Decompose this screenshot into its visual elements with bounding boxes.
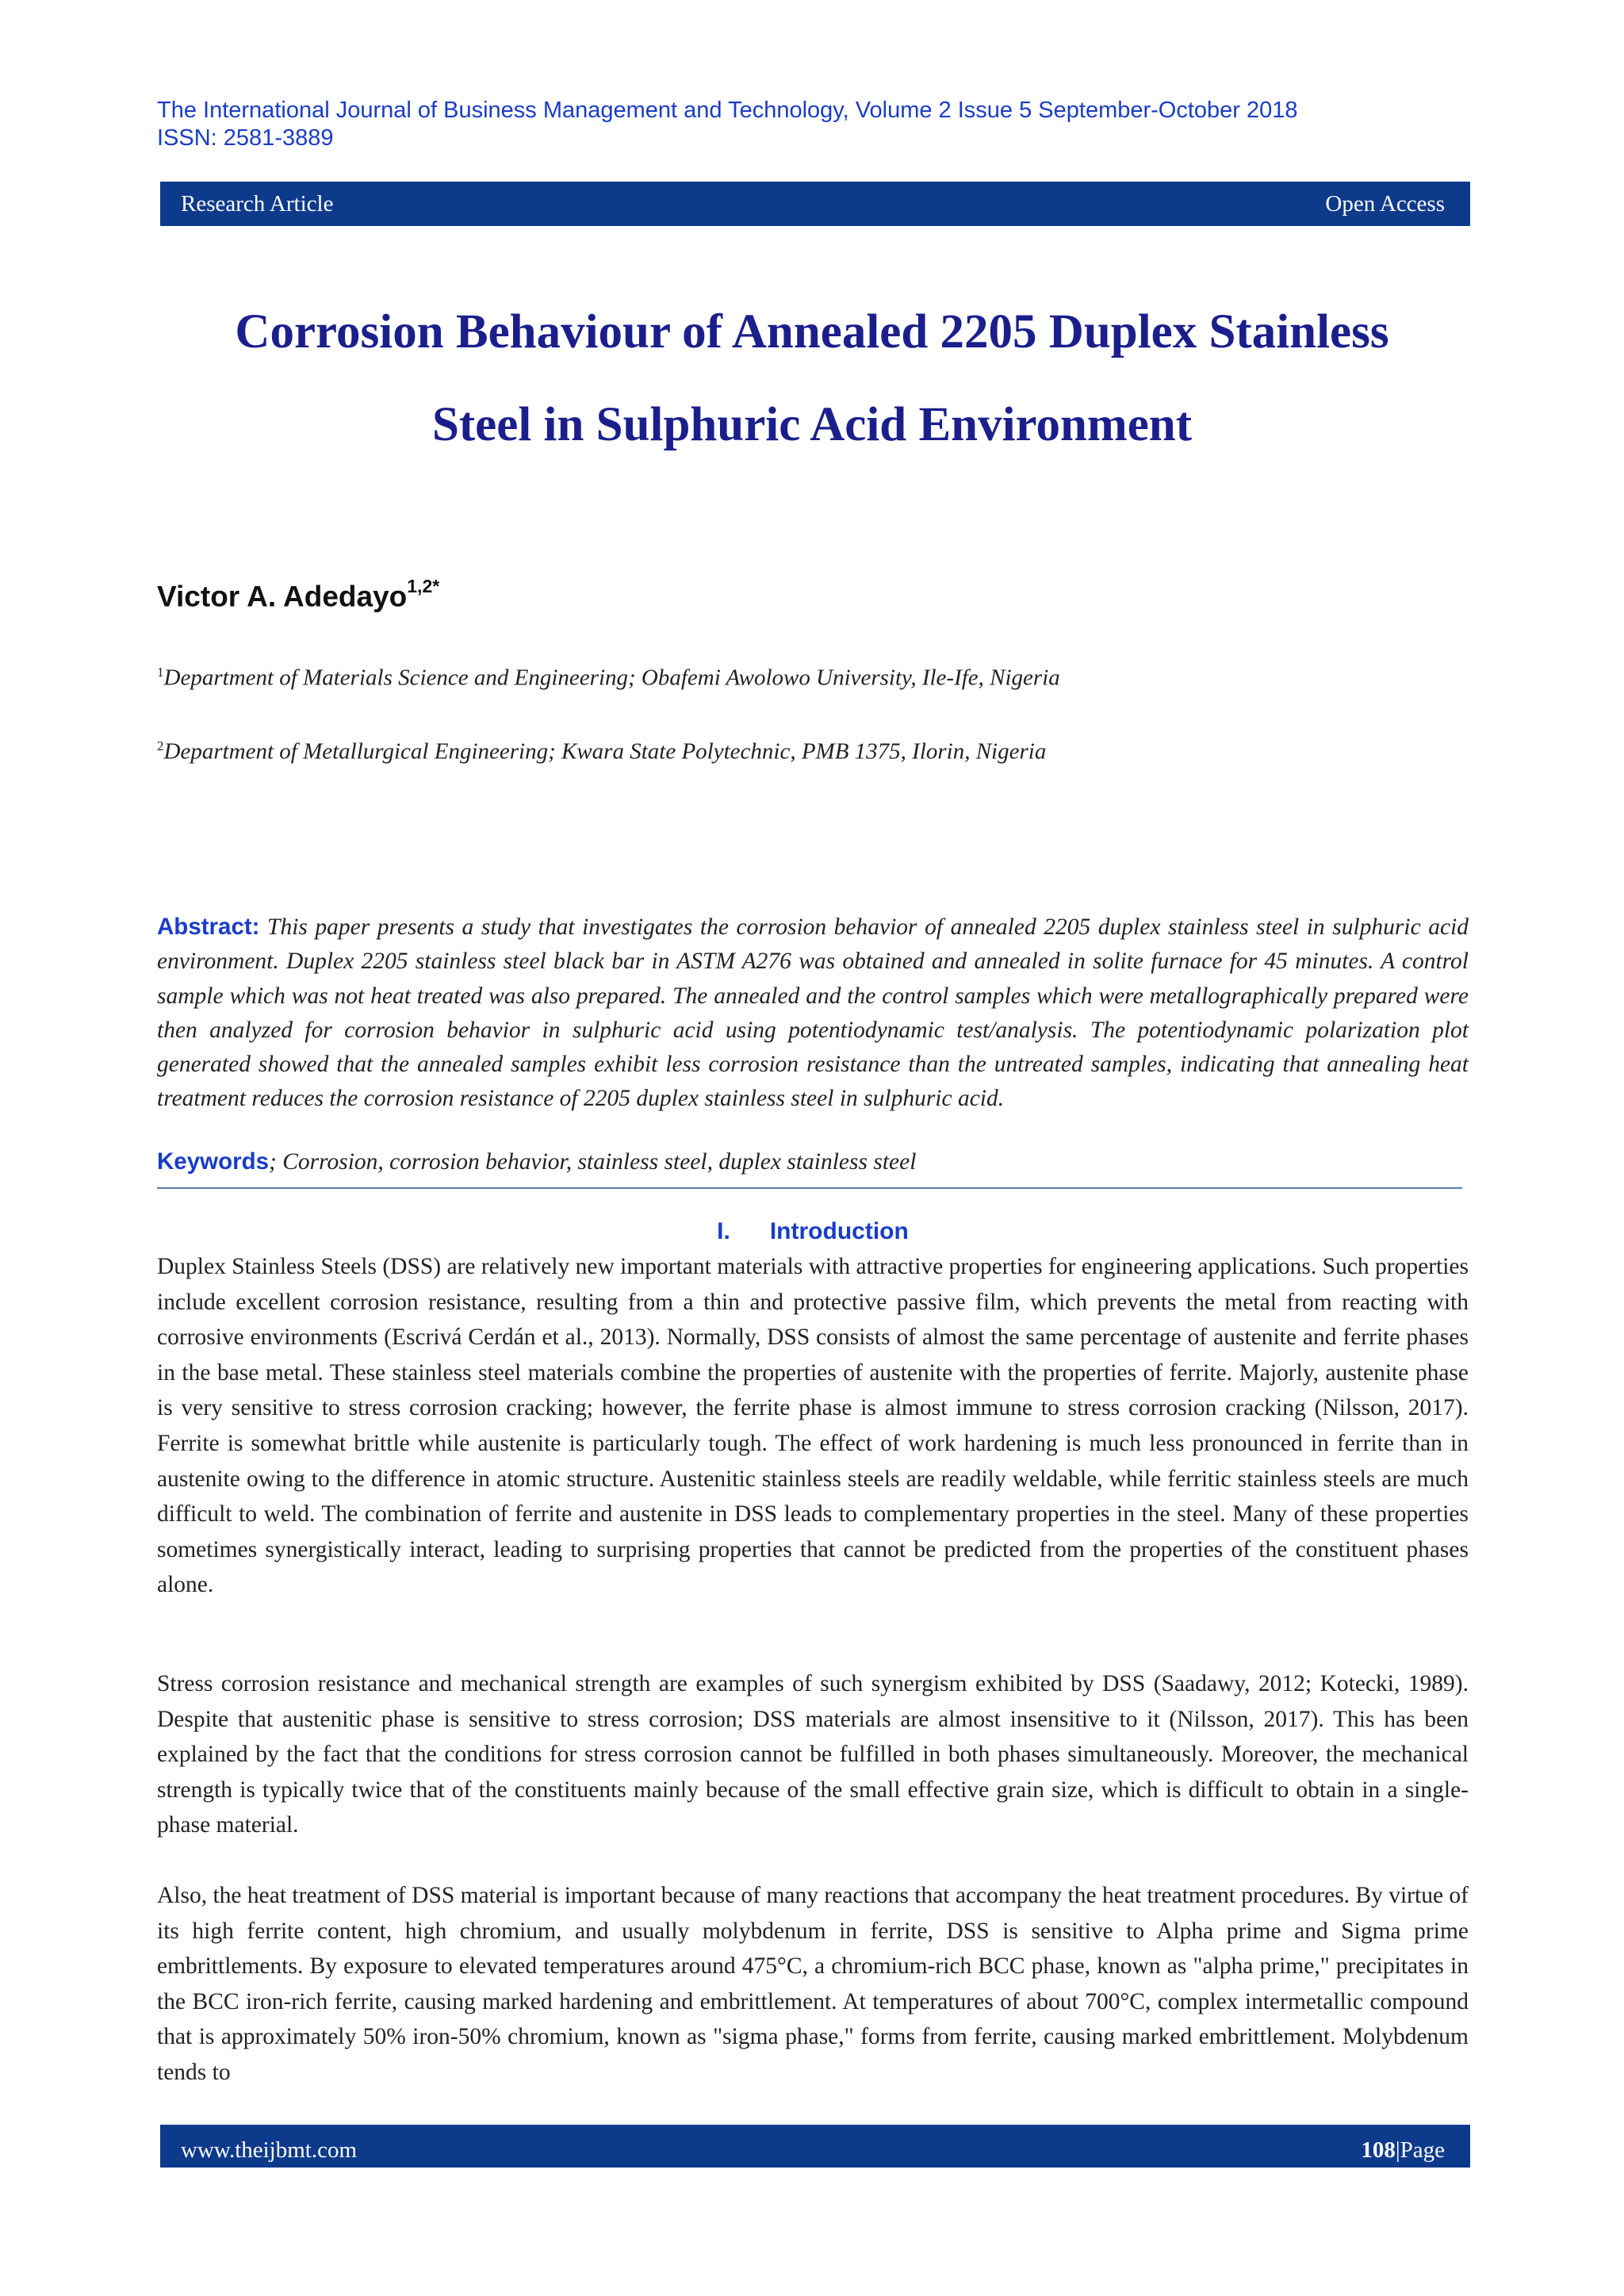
- author-affiliation-marks: 1,2*: [407, 576, 440, 596]
- section-divider: [157, 1187, 1462, 1189]
- keywords-label: Keywords: [157, 1148, 269, 1175]
- affiliation-1-mark: 1: [157, 665, 164, 680]
- page-indicator: [1361, 2137, 1445, 2164]
- section-title: Introduction: [769, 1218, 909, 1244]
- article-type-label: Research Article: [181, 191, 334, 217]
- journal-website[interactable]: www.theijbmt.com: [181, 2137, 358, 2163]
- article-type-bar: [160, 182, 1470, 226]
- body-paragraph: Stress corrosion resistance and mechanical strength are examples of such synergism exhibited by DSS (Saadawy, 2012; Kotecki, 1989). Despite that austenitic phase is sensitive to stress corrosion; DSS materials are almost insensitive to it (Nilsson, 2017). This has been explained by the fact that the conditions for stress corrosion cannot be fulfilled in both phases simultaneously. Moreover, the mechanical strength is typically twice that of the constituents mainly because of the small effective grain size, which is difficult to obtain in a single-phase material.: [157, 1671, 1469, 1838]
- journal-issn: ISSN: 2581-3889: [157, 125, 334, 151]
- abstract-label: Abstract:: [157, 914, 260, 940]
- author: [157, 576, 440, 613]
- section-number: I.: [717, 1218, 730, 1244]
- affiliation-2-mark: 2: [157, 738, 164, 753]
- footer-bar: [160, 2125, 1470, 2168]
- abstract-text: This paper presents a study that investigates the corrosion behavior of annealed 2205 duplex stainless steel in sulphuric acid environment. Duplex 2205 stainless steel black bar in ASTM A276 was obtained and annealed in solite furnace for 45 minutes. A control sample which was not heat treated was also prepared. The annealed and the control samples which were metallographically prepared were then analyzed for corrosion behavior in sulphuric acid using potentiodynamic test/analysis. The potentiodynamic polarization plot generated showed that the annealed samples exhibit less corrosion resistance than the untreated samples, indicating that annealing heat treatment reduces the corrosion resistance of 2205 duplex stainless steel in sulphuric acid.: [157, 914, 1469, 1112]
- abstract: [157, 910, 1469, 1117]
- keywords: [157, 1148, 916, 1175]
- body-paragraph: Also, the heat treatment of DSS material is important because of many reactions that accompany the heat treatment procedures. By virtue of its high ferrite content, high chromium, and usually molybdenum in ferrite, DSS is sensitive to Alpha prime and Sigma prime embrittlements. By exposure to elevated temperatures around 475°C, a chromium-rich BCC phase, known as "alpha prime," precipitates in the BCC iron-rich ferrite, causing marked hardening and embrittlement. At temperatures of about 700°C, complex intermetallic compound that is approximately 50% iron-50% chromium, known as "sigma phase," forms from ferrite, causing marked embrittlement. Molybdenum tends to: [157, 1883, 1469, 2085]
- article-title: [127, 286, 1497, 471]
- journal-citation: The International Journal of Business Management and Technology, Volume 2 Issue 5 September-October 2018: [157, 98, 1298, 123]
- body-paragraph: Duplex Stainless Steels (DSS) are relatively new important materials with attractive properties for engineering applications. Such properties include excellent corrosion resistance, resulting from a thin and protective passive film, which prevents the metal from reacting with corrosive environments (Escrivá Cerdán et al., 2013). Normally, DSS consists of almost the same percentage of austenite and ferrite phases in the base metal. These stainless steel materials combine the properties of austenite with the properties of ferrite. Majorly, austenite phase is very sensitive to stress corrosion cracking; however, the ferrite phase is almost immune to stress corrosion cracking (Nilsson, 2017). Ferrite is somewhat brittle while austenite is particularly tough. The effect of work hardening is much less pronounced in ferrite than in austenite owing to the difference in atomic structure. Austenitic stainless steels are readily weldable, while ferritic stainless steels are much difficult to weld. The combination of ferrite and austenite in DSS leads to complementary properties in the steel. Many of these properties sometimes synergistically interact, leading to surprising properties that cannot be predicted from the properties of the constituent phases alone.: [157, 1254, 1469, 1598]
- affiliation-1-text: Department of Materials Science and Engineering; Obafemi Awolowo University, Ile-Ife, Nigeria: [163, 665, 1060, 691]
- page-number: 108: [1361, 2137, 1396, 2163]
- affiliation-1: [157, 665, 1060, 692]
- author-name: Victor A. Adedayo: [157, 580, 408, 613]
- title-line-1: Corrosion Behaviour of Annealed 2205 Duplex Stainless: [235, 305, 1389, 358]
- affiliation-2-text: Department of Metallurgical Engineering; Kwara State Polytechnic, PMB 1375, Ilorin, Nigeria: [163, 738, 1047, 765]
- section-heading: [157, 1218, 1469, 1245]
- affiliation-2: [157, 738, 1046, 765]
- journal-header: [157, 97, 1505, 152]
- title-line-2: Steel in Sulphuric Acid Environment: [431, 398, 1193, 451]
- keywords-text: ; Corrosion, corrosion behavior, stainless steel, duplex stainless steel: [269, 1149, 917, 1175]
- page-label: |Page: [1395, 2137, 1445, 2163]
- open-access-label: Open Access: [1325, 191, 1445, 217]
